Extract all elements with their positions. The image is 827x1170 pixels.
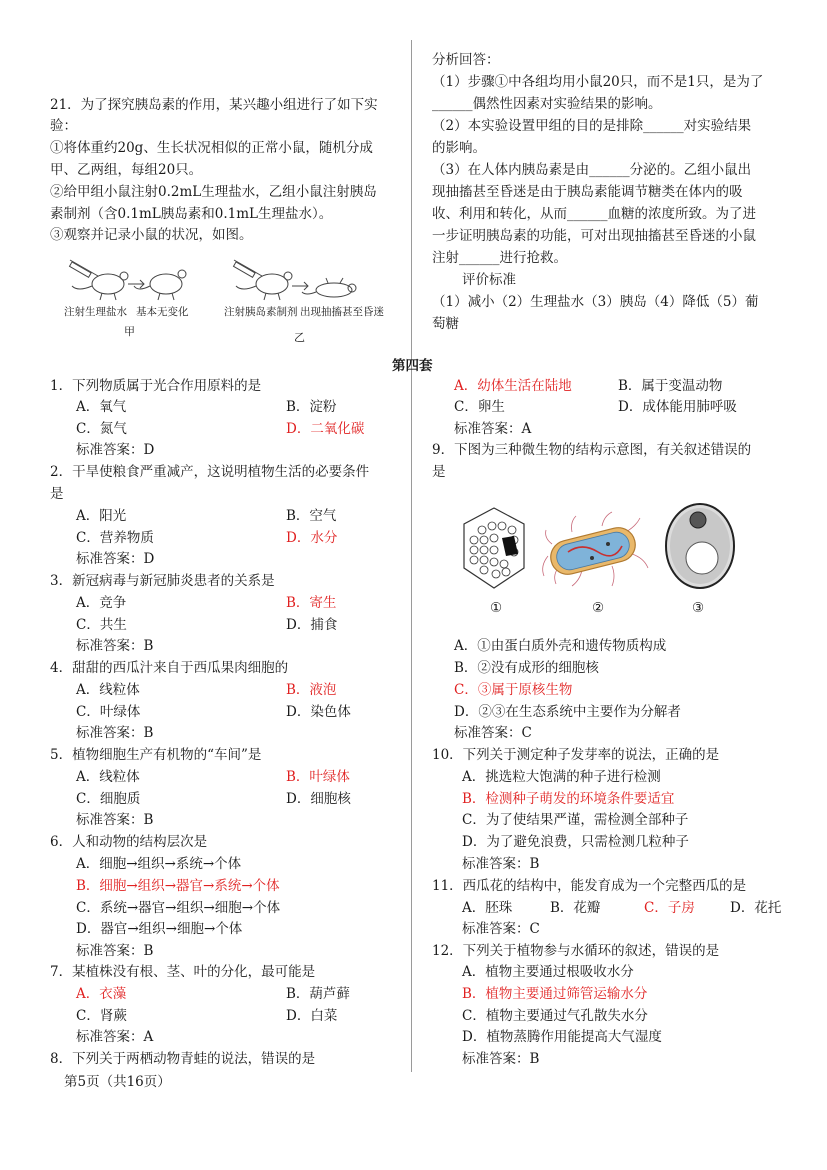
option-d: D．染色体 — [286, 704, 351, 720]
option-a: A．挑选粒大饱满的种子进行检测 — [462, 769, 661, 785]
q21-line: 甲、乙两组，每组20只。 — [50, 162, 203, 178]
option-d: D．白菜 — [286, 1008, 338, 1024]
analysis-line: 的影响。 — [432, 140, 486, 156]
figure-label-1: ① — [490, 600, 503, 616]
option-a: A．竞争 — [76, 595, 127, 611]
figure-label-3: ③ — [692, 600, 705, 616]
option-d: D．器官→组织→细胞→个体 — [76, 921, 243, 937]
question-stem: 3．新冠病毒与新冠肺炎患者的关系是 — [50, 573, 275, 589]
option-b: B．属于变温动物 — [618, 378, 723, 394]
option-a: A．线粒体 — [76, 682, 140, 698]
option-c: C．③属于原核生物 — [454, 682, 573, 698]
column-divider — [411, 40, 412, 1072]
q21-line: 验： — [50, 118, 77, 134]
option-d: D．成体能用肺呼吸 — [618, 399, 737, 415]
option-b: B．植物主要通过筛管运输水分 — [462, 986, 648, 1002]
question-stem: 10．下列关于测定种子发芽率的说法，正确的是 — [432, 747, 720, 763]
option-c: C．氮气 — [76, 421, 127, 437]
virus-drawing — [464, 508, 524, 588]
option-a: A．阳光 — [76, 508, 127, 524]
answer: 标准答案：A — [76, 1029, 154, 1045]
analysis-line: （3）在人体内胰岛素是由______分泌的。乙组小鼠出 — [432, 162, 752, 178]
option-a: A．幼体生活在陆地 — [454, 378, 572, 394]
figure-label-b2: 出现抽搐甚至昏迷 — [300, 306, 384, 318]
bacterium-drawing — [543, 512, 648, 586]
option-c: C．为了使结果严谨，需检测全部种子 — [462, 812, 689, 828]
answer: 标准答案：A — [454, 421, 532, 437]
q8-stem: 8．下列关于两栖动物青蛙的说法，错误的是 — [50, 1051, 316, 1067]
option-a: A．胚珠 — [462, 900, 513, 916]
question-stem: 是 — [432, 464, 446, 480]
option-b: B．细胞→组织→器官→系统→个体 — [76, 878, 280, 894]
option-b: B．葫芦藓 — [286, 986, 350, 1002]
option-c: C．肾蕨 — [76, 1008, 127, 1024]
option-b: B．淀粉 — [286, 399, 337, 415]
option-a: A．植物主要通过根吸收水分 — [462, 964, 634, 980]
analysis-line: 分析回答： — [432, 52, 500, 68]
option-d: D．水分 — [286, 530, 338, 546]
analysis-line: （1）步骤①中各组均用小鼠20只，而不是1只，是为了 — [432, 74, 764, 90]
option-b: B．花瓣 — [550, 900, 601, 916]
option-a: A．细胞→组织→系统→个体 — [76, 856, 242, 872]
figure-group-a: 甲 — [124, 325, 135, 338]
question-stem: 11．西瓜花的结构中，能发育成为一个完整西瓜的是 — [432, 878, 747, 894]
question-stem: 是 — [50, 486, 64, 502]
figure-label-a1: 注射生理盐水 — [64, 306, 127, 318]
option-c: C．植物主要通过气孔散失水分 — [462, 1008, 648, 1024]
option-d: D．细胞核 — [286, 791, 351, 807]
option-c: C．叶绿体 — [76, 704, 141, 720]
option-a: A．①由蛋白质外壳和遗传物质构成 — [454, 638, 667, 654]
question-stem: 5．植物细胞生产有机物的“车间”是 — [50, 747, 262, 763]
mouse-experiment-figure — [58, 252, 398, 344]
q21-line: 21．为了探究胰岛素的作用，某兴趣小组进行了如下实 — [50, 97, 378, 113]
option-b: B．寄生 — [286, 595, 337, 611]
option-c: C．系统→器官→组织→细胞→个体 — [76, 900, 281, 916]
analysis-line: 注射______进行抢救。 — [432, 250, 567, 266]
option-b: B．检测种子萌发的环境条件要适宜 — [462, 791, 675, 807]
q21-line: ③观察并记录小鼠的状况，如图。 — [50, 227, 253, 243]
option-c: C．卵生 — [454, 399, 505, 415]
evaluation-title: 评价标准 — [462, 272, 516, 288]
question-stem: 2．干旱使粮食严重减产，这说明植物生活的必要条件 — [50, 464, 370, 480]
answer: 标准答案：B — [76, 638, 154, 654]
analysis-line: 现抽搐甚至昏迷是由于胰岛素能调节糖类在体内的吸 — [432, 184, 743, 200]
analysis-line: 一步证明胰岛素的功能，可对出现抽搐甚至昏迷的小鼠 — [432, 228, 756, 244]
option-b: B．叶绿体 — [286, 769, 350, 785]
analysis-line: 收、利用和转化，从而______血糖的浓度所致。为了进 — [432, 206, 756, 222]
question-stem: 6．人和动物的结构层次是 — [50, 834, 208, 850]
option-d: D．花托 — [730, 900, 782, 916]
q21-line: ②给甲组小鼠注射0.2mL生理盐水，乙组小鼠注射胰岛 — [50, 184, 377, 200]
option-d: D．捕食 — [286, 617, 338, 633]
q21-line: ①将体重约20g、生长状况相似的正常小鼠，随机分成 — [50, 140, 373, 156]
answer: 标准答案：C — [462, 921, 540, 937]
figure-label-2: ② — [592, 600, 605, 616]
option-d: D．植物蒸腾作用能提高大气湿度 — [462, 1029, 662, 1045]
evaluation-answer: （1）减小（2）生理盐水（3）胰岛（4）降低（5）葡 — [432, 294, 759, 310]
option-c: C．细胞质 — [76, 791, 141, 807]
answer: 标准答案：B — [76, 943, 154, 959]
analysis-line: （2）本实验设置甲组的目的是排除______对实验结果 — [432, 118, 752, 134]
option-a: A．线粒体 — [76, 769, 140, 785]
section-title: 第四套 — [392, 358, 433, 374]
option-a: A．衣藻 — [76, 986, 127, 1002]
question-stem: 12．下列关于植物参与水循环的叙述，错误的是 — [432, 943, 720, 959]
option-a: A．氧气 — [76, 399, 127, 415]
question-stem: 7．某植株没有根、茎、叶的分化，最可能是 — [50, 964, 316, 980]
answer: 标准答案：D — [76, 442, 155, 458]
answer: 标准答案：D — [76, 551, 155, 567]
answer: 标准答案：B — [76, 725, 154, 741]
figure-label-b1: 注射胰岛素制剂 — [224, 306, 298, 318]
evaluation-answer: 萄糖 — [432, 316, 459, 332]
page-footer: 第5页（共16页） — [64, 1074, 171, 1090]
question-stem: 9．下图为三种微生物的结构示意图，有关叙述错误的 — [432, 442, 752, 458]
option-c: C．营养物质 — [76, 530, 154, 546]
figure-label-a2: 基本无变化 — [136, 306, 189, 318]
option-b: B．②没有成形的细胞核 — [454, 660, 599, 676]
question-stem: 1．下列物质属于光合作用原料的是 — [50, 378, 262, 394]
option-c: C．共生 — [76, 617, 127, 633]
q21-line: 素制剂（含0.1mL胰岛素和0.1mL生理盐水）。 — [50, 206, 333, 222]
question-stem: 4．甜甜的西瓜汁来自于西瓜果肉细胞的 — [50, 660, 289, 676]
answer: 标准答案：B — [76, 812, 154, 828]
microorganism-figure — [452, 496, 752, 626]
option-b: B．空气 — [286, 508, 337, 524]
yeast-drawing — [666, 504, 734, 588]
analysis-line: ______偶然性因素对实验结果的影响。 — [432, 96, 662, 112]
option-d: D．为了避免浪费，只需检测几粒种子 — [462, 834, 689, 850]
figure-group-b: 乙 — [294, 331, 305, 344]
option-c: C．子房 — [644, 900, 695, 916]
answer: 标准答案：B — [462, 1051, 540, 1067]
option-b: B．液泡 — [286, 682, 337, 698]
option-d: D．②③在生态系统中主要作为分解者 — [454, 704, 681, 720]
option-d: D．二氧化碳 — [286, 421, 365, 437]
answer: 标准答案：B — [462, 856, 540, 872]
answer: 标准答案：C — [454, 725, 532, 741]
